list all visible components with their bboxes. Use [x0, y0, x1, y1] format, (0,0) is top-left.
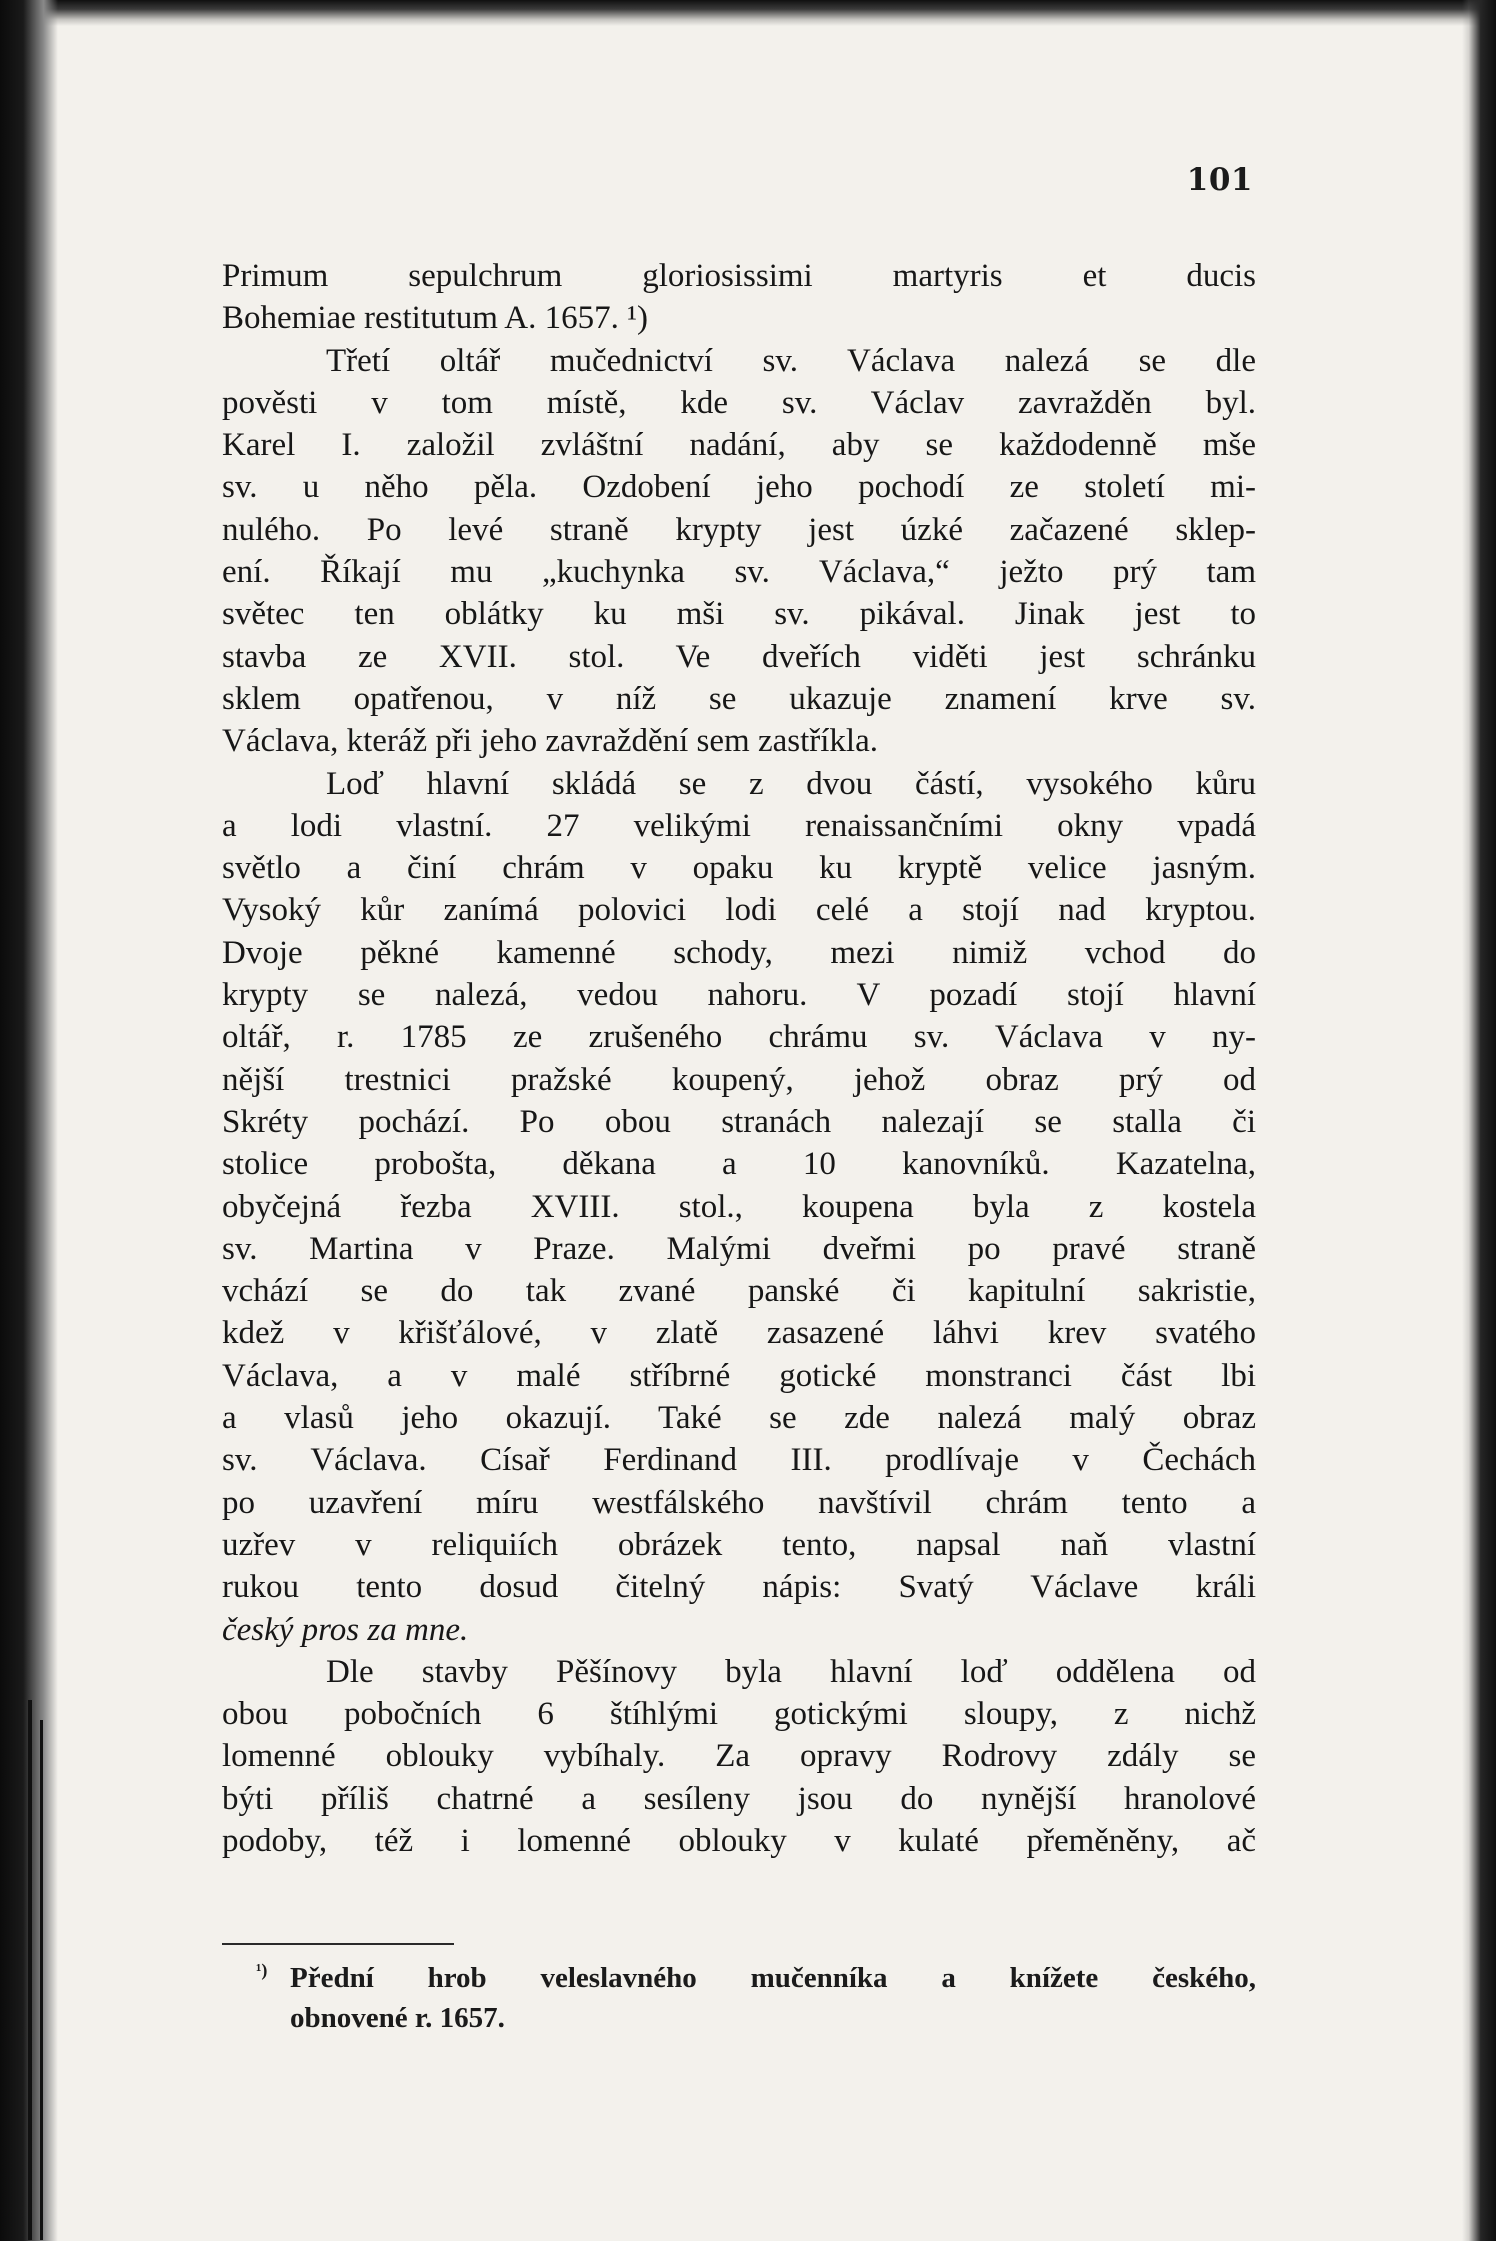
text-line: sv. Václava. Císař Ferdinand III. prodlívaje v Čechách	[222, 1442, 1256, 1479]
text-line: obyčejná řezba XVIII. stol., koupena byla z kostela	[222, 1188, 1256, 1225]
text-line: sv. Martina v Praze. Malými dveřmi po pravé straně	[222, 1230, 1256, 1267]
text-line: nější trestnici pražské koupený, jehož obraz prý od	[222, 1061, 1256, 1098]
text-line: krypty se nalezá, vedou nahoru. V pozadí stojí hlavní	[222, 977, 1256, 1014]
footnote-line: Přední hrob veleslavného mučenníka a knížete českého,	[290, 1962, 1256, 1994]
text-line: obou pobočních 6 štíhlými gotickými sloupy, z nichž	[222, 1696, 1256, 1733]
text-line: Václava, kteráž při jeho zavraždění sem zastříkla.	[222, 723, 878, 760]
text-line: pověsti v tom místě, kde sv. Václav zavražděn byl.	[222, 384, 1256, 421]
text-line: světlo a činí chrám v opaku ku kryptě velice jasným.	[222, 850, 1256, 887]
text-line: Primum sepulchrum gloriosissimi martyris et ducis	[222, 258, 1256, 294]
text-line: ení. Říkají mu „kuchynka sv. Václava,“ ježto prý tam	[222, 554, 1256, 591]
footnote-divider	[222, 1943, 454, 1945]
scan-edge-mark	[40, 1720, 43, 2240]
text-line: Dle stavby Pěšínovy byla hlavní loď oddělena od	[326, 1653, 1256, 1690]
text-line: Karel I. založil zvláštní nadání, aby se každodenně mše	[222, 427, 1256, 464]
text-line: sv. u něho pěla. Ozdobení jeho pochodí ze století mi-	[222, 469, 1256, 506]
text-line: sklem opatřenou, v níž se ukazuje znamení krve sv.	[222, 680, 1256, 717]
text-line: a vlasů jeho okazují. Také se zde nalezá malý obraz	[222, 1400, 1256, 1437]
text-line: Bohemiae restitutum A. 1657. ¹)	[222, 300, 649, 337]
text-line: nulého. Po levé straně krypty jest úzké začazené sklep-	[222, 511, 1256, 548]
text-line: oltář, r. 1785 ze zrušeného chrámu sv. Václava v ny-	[222, 1019, 1256, 1056]
text-line: Vysoký kůr zanímá polovici lodi celé a stojí nad kryptou.	[222, 892, 1256, 929]
text-line: Skréty pochází. Po obou stranách nalezají se stalla či	[222, 1103, 1256, 1140]
text-line: Třetí oltář mučednictví sv. Václava nalezá se dle	[326, 342, 1256, 379]
scan-edge-mark	[28, 1700, 32, 2240]
text-line: vchází se do tak zvané panské či kapitulní sakristie,	[222, 1273, 1256, 1310]
text-line: Loď hlavní skládá se z dvou částí, vysokého kůru	[326, 765, 1256, 802]
text-line: a lodi vlastní. 27 velikými renaissančními okny vpadá	[222, 807, 1256, 844]
text-line: podoby, též i lomenné oblouky v kulaté přeměněny, ač	[222, 1822, 1256, 1859]
page-number: 101	[1186, 162, 1253, 198]
text-line: po uzavření míru westfálského navštívil chrám tento a	[222, 1484, 1256, 1521]
footnote-line: obnovené r. 1657.	[290, 2002, 505, 2034]
text-line: Václava, a v malé stříbrné gotické monstranci část lbi	[222, 1357, 1256, 1394]
footnote	[256, 1958, 1256, 2038]
scan-top-shadow	[0, 0, 1496, 26]
text-line: světec ten oblátky ku mši sv. pikával. Jinak jest to	[222, 596, 1256, 633]
text-line: uzřev v reliquiích obrázek tento, napsal naň vlastní	[222, 1526, 1256, 1563]
text-line: lomenné oblouky vybíhaly. Za opravy Rodrovy zdály se	[222, 1738, 1256, 1775]
text-line: Dvoje pěkné kamenné schody, mezi nimiž vchod do	[222, 934, 1256, 971]
text-line: stolice proboštа, děkana a 10 kanovníků. Kazatelna,	[222, 1146, 1256, 1183]
footnote-marker: ¹)	[256, 1960, 268, 1980]
text-line: stavba ze XVII. stol. Ve dveřích viděti jest schránku	[222, 638, 1256, 675]
text-line: býti příliš chatrné a sesíleny jsou do nynější hranolové	[222, 1780, 1256, 1817]
scan-right-shadow	[1462, 0, 1496, 2241]
main-text	[222, 255, 1256, 1862]
text-line: kdež v křišťálové, v zlatě zasazené láhvi krev svatého	[222, 1315, 1256, 1352]
text-line: český pros za mne.	[222, 1611, 469, 1648]
text-line: rukou tento dosud čitelný nápis: Svatý Václave králi	[222, 1569, 1256, 1606]
